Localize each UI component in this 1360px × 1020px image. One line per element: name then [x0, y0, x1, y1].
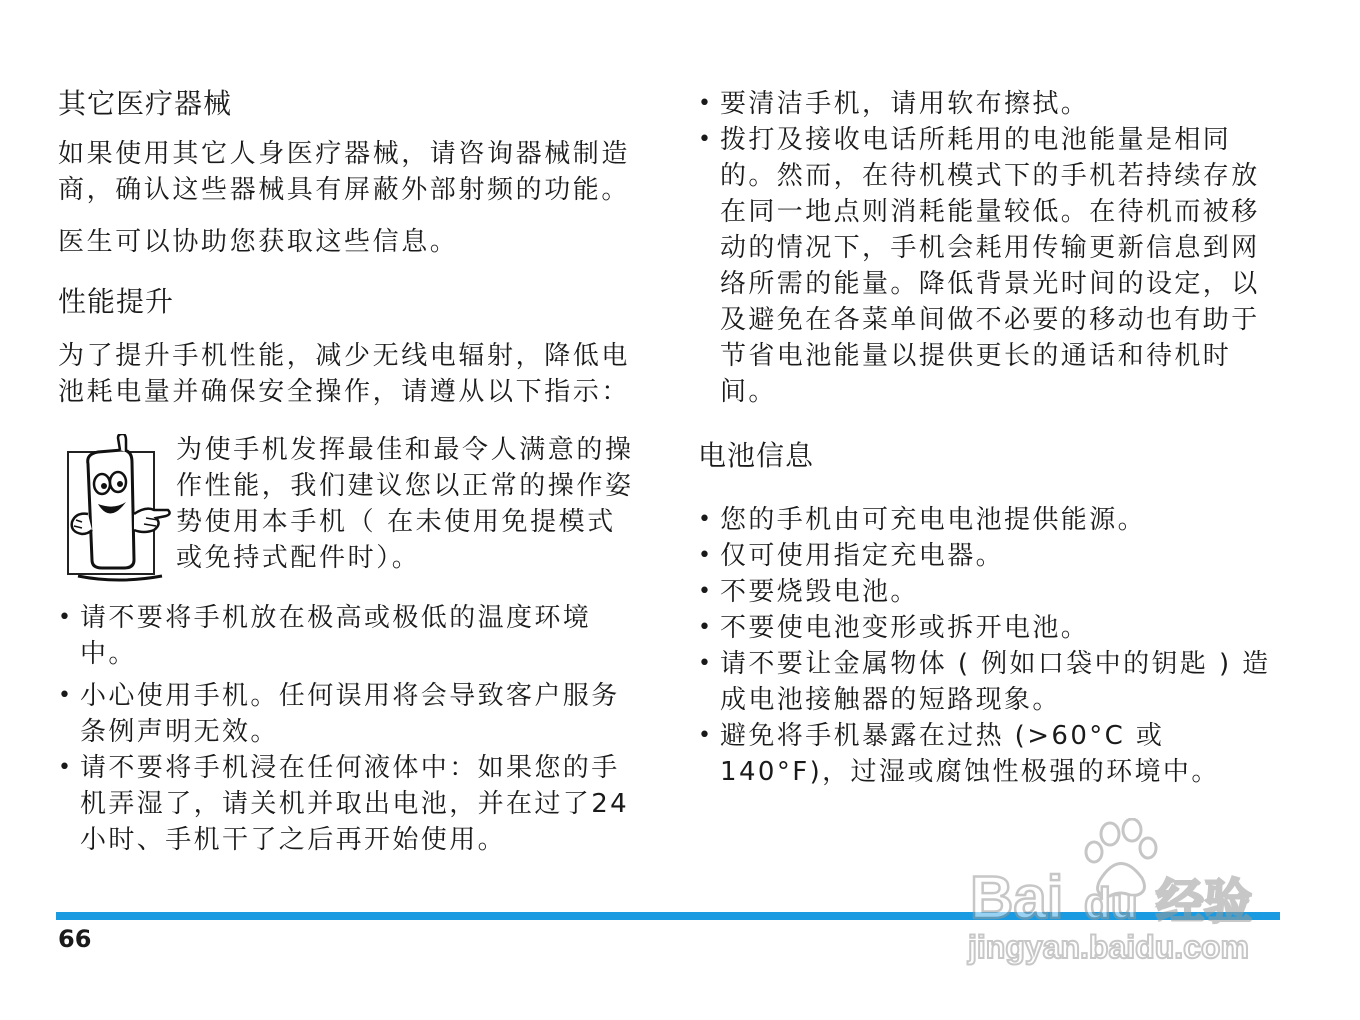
- doctor-paragraph: 医生可以协助您获取这些信息。: [58, 227, 459, 257]
- bullet-icon: •: [698, 91, 714, 116]
- list-item: • 请不要将手机浸在任何液体中：如果您的手机弄湿了，请关机并取出电池，并在过了24 小时、手机干了之后再开始使用。: [58, 750, 640, 858]
- section-title-medical-devices: 其它医疗器械: [58, 87, 233, 120]
- left-column: [58, 84, 640, 858]
- list-item: • 您的手机由可充电电池提供能源。: [698, 502, 1280, 538]
- bullet-icon: •: [58, 605, 74, 630]
- battery-bullet-list: [698, 502, 1280, 790]
- bullet-icon: •: [698, 723, 714, 748]
- right-column: [698, 86, 1280, 790]
- bullet-icon: •: [698, 615, 714, 640]
- section-title-battery: 电池信息: [698, 439, 815, 472]
- svg-text:jingyan.baidu.com: jingyan.baidu.com: [968, 929, 1249, 965]
- list-item: • 拨打及接收电话所耗用的电池能量是相同的。然而，在待机模式下的手机若持续存放在同一地点则消耗能量较低。在待机而被移动的情况下，手机会耗用传输更新信息到网络所需的能量。降低背景光时间的设定，以及避免在各菜单间做不必要的移动也有助于节省电池能量以提供更长的通话和待机时间。: [698, 122, 1280, 410]
- list-item: • 请不要将手机放在极高或极低的温度环境中。: [58, 600, 640, 672]
- section-title-performance: 性能提升: [58, 285, 175, 318]
- bullet-icon: •: [698, 579, 714, 604]
- bullet-icon: •: [58, 683, 74, 708]
- bullet-icon: •: [58, 755, 74, 780]
- bullet-icon: •: [698, 543, 714, 568]
- list-item: • 不要使电池变形或拆开电池。: [698, 610, 1280, 646]
- performance-bullet-list: [58, 600, 640, 858]
- tip-box: [58, 432, 640, 588]
- svg-text:Bai: Bai: [970, 864, 1064, 931]
- bullet-icon: •: [698, 651, 714, 676]
- usage-bullet-list: [698, 86, 1280, 410]
- page-number: 66: [58, 925, 92, 953]
- svg-text:du: du: [1084, 879, 1138, 928]
- list-item: • 请不要让金属物体 ( 例如口袋中的钥匙 ) 造成电池接触器的短路现象。: [698, 646, 1280, 718]
- list-item: • 仅可使用指定充电器。: [698, 538, 1280, 574]
- list-item: • 不要烧毁电池。: [698, 574, 1280, 610]
- phone-mascot-icon: [58, 434, 174, 584]
- baidu-jingyan-watermark: [960, 818, 1280, 978]
- list-item: • 避免将手机暴露在过热 (>60°C 或 140°F)，过湿或腐蚀性极强的环境中。: [698, 718, 1280, 790]
- medical-devices-paragraph: 如果使用其它人身医疗器械，请咨询器械制造商，确认这些器械具有屏蔽外部射频的功能。: [58, 139, 631, 205]
- bullet-icon: •: [698, 507, 714, 532]
- list-item: • 要清洁手机，请用软布擦拭。: [698, 86, 1280, 122]
- tip-text: 为使手机发挥最佳和最令人满意的操作性能，我们建议您以正常的操作姿势使用本手机（ 在未使用免提模式或免持式配件时）。: [176, 435, 634, 573]
- svg-text:经验: 经验: [1156, 874, 1253, 930]
- bullet-icon: •: [698, 127, 714, 152]
- list-item: • 小心使用手机。任何误用将会导致客户服务条例声明无效。: [58, 678, 640, 750]
- performance-intro: 为了提升手机性能，减少无线电辐射，降低电池耗电量并确保安全操作，请遵从以下指示：: [58, 341, 631, 407]
